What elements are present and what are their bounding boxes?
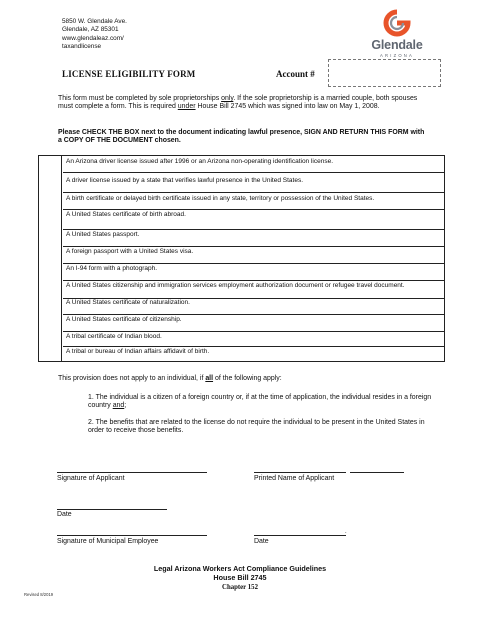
employee-date-line[interactable]: [254, 535, 346, 536]
document-row: [63, 347, 444, 362]
document-label: A United States passport.: [66, 231, 140, 238]
checkbox-column: [39, 156, 62, 361]
employee-signature-line[interactable]: [57, 535, 207, 536]
document-row: [63, 315, 444, 332]
logo-name: Glendale: [371, 38, 423, 52]
applicant-signature-label: Signature of Applicant: [57, 475, 125, 482]
printed-name-label: Printed Name of Applicant: [254, 475, 335, 482]
document-checkbox[interactable]: [43, 195, 57, 204]
document-label: A United States certificate of birth abroad.: [66, 211, 186, 218]
printed-name-line-extension: [350, 472, 404, 473]
address-line: 5850 W. Glendale Ave.: [62, 18, 127, 25]
revision-date: Revised 8/2019: [24, 592, 54, 597]
instruction-paragraph: Please CHECK THE BOX next to the document indicating lawful presence, SIGN AND RETURN THIS FORM with a COPY OF THE DOCUMENT chosen.: [58, 129, 425, 145]
emphasis-under: under: [177, 103, 196, 111]
document-label: A United States certificate of citizenship.: [66, 316, 182, 323]
applicant-date-label: Date: [57, 511, 72, 518]
address-line: www.glendaleaz.com/: [62, 34, 124, 42]
footer-title: Legal Arizona Workers Act Compliance Guidelines: [153, 564, 327, 573]
logo-subtitle: ARIZONA: [379, 53, 414, 58]
document-row: [63, 173, 444, 193]
document-row: [63, 193, 444, 210]
document-label: A United States citizenship and immigration services employment authorization document or refugee travel document.: [66, 282, 405, 289]
document-label: A birth certificate or delayed birth certificate issued in any state, territory or possession of the United States.: [66, 195, 375, 202]
document-row: [63, 230, 444, 247]
printed-name-line[interactable]: [254, 472, 346, 473]
document-label: An Arizona driver license issued after 1996 or an Arizona non-operating identification license.: [66, 158, 334, 165]
document-row: [63, 264, 444, 281]
document-label: A foreign passport with a United States visa.: [66, 248, 194, 255]
document-row: [63, 299, 444, 315]
glendale-logo: [356, 8, 438, 58]
document-row: [63, 247, 444, 264]
emphasis-all: all: [205, 375, 214, 382]
account-number-field[interactable]: [328, 59, 441, 87]
document-checkbox[interactable]: [43, 212, 57, 221]
emphasis-only: only: [221, 95, 234, 102]
footer-bill: House Bill 2745: [213, 573, 267, 582]
applicant-signature-line[interactable]: [57, 472, 207, 473]
employee-date-label: Date: [254, 538, 269, 545]
document-checkbox[interactable]: [43, 232, 57, 241]
document-checklist: [38, 155, 445, 362]
employee-signature-label: Signature of Municipal Employee: [57, 538, 159, 545]
document-checkbox[interactable]: [43, 334, 57, 343]
document-checkbox[interactable]: [43, 158, 57, 167]
date-line-mark: .: [345, 529, 347, 535]
document-label: A tribal or bureau of Indian affairs affidavit of birth.: [66, 348, 210, 355]
document-label: A tribal certificate of Indian blood.: [66, 333, 162, 340]
provision-text: This provision does not apply to an individual, if all of the following apply:: [58, 375, 282, 382]
account-label: Account #: [276, 69, 315, 79]
form-title: LICENSE ELIGIBILITY FORM: [62, 69, 196, 79]
intro-paragraph: This form must be completed by sole proprietorships only. If the sole proprietorship is a married couple, both spouses must complete a form. This is required under House Bill 2745 which was signed into law on May 1, 2008.: [58, 95, 418, 111]
applicant-date-line[interactable]: [57, 509, 167, 510]
document-checkbox[interactable]: [43, 249, 57, 258]
document-checkbox[interactable]: [43, 175, 57, 184]
document-label: An I-94 form with a photograph.: [66, 265, 158, 272]
emphasis-and: and: [112, 402, 125, 410]
document-label: A driver license issued by a state that verifies lawful presence in the United States.: [66, 177, 304, 184]
document-checkbox[interactable]: [43, 301, 57, 310]
document-checkbox[interactable]: [43, 317, 57, 326]
address-line: Glendale, AZ 85301: [62, 26, 119, 34]
document-label: A United States certificate of naturalization.: [66, 299, 190, 306]
document-row: [63, 281, 444, 299]
address-line: taxandlicense: [62, 42, 102, 50]
glendale-g-icon: [374, 8, 420, 38]
document-checkbox[interactable]: [43, 349, 57, 358]
condition-2: 2. The benefits that are related to the license do not require the individual to be present in the United States in order to receive those benefits.: [88, 419, 425, 435]
condition-1: 1. The individual is a citizen of a foreign country or, if at the time of application, the individual resides in a foreign country and;: [88, 394, 432, 410]
document-row: [63, 210, 444, 230]
document-checkbox[interactable]: [43, 283, 57, 292]
city-address: [62, 18, 127, 51]
document-row: [63, 332, 444, 347]
footer-chapter: Chapter 152: [222, 584, 258, 591]
document-checkbox[interactable]: [43, 266, 57, 275]
document-row: [63, 156, 444, 173]
